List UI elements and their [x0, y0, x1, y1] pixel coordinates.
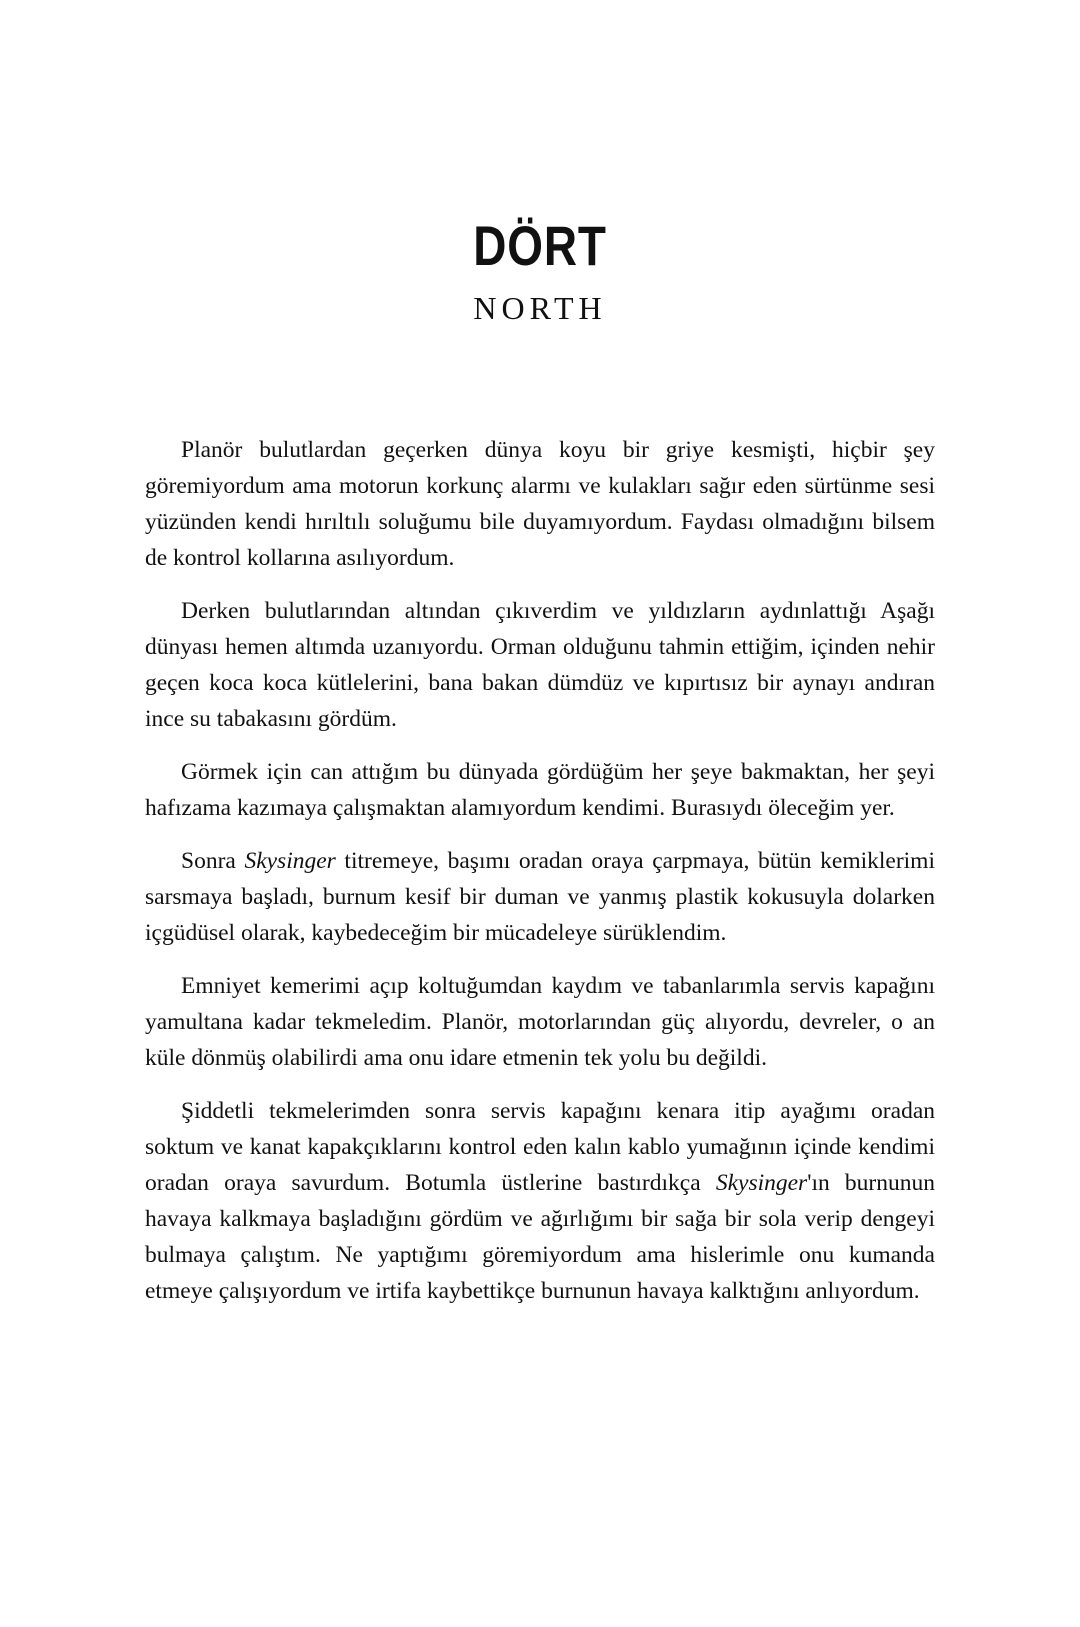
body-text: [145, 432, 935, 1326]
paragraph-text: Sonra: [181, 848, 245, 874]
paragraph: Emniyet kemerimi açıp koltuğumdan kaydım ve tabanlarımla servis kapağını yamultana kadar tekmeledim. Planör, motorlarından güç alıyordu, devreler, o an küle dönmüş olabilirdi ama onu idare etmenin tek yolu bu değildi.: [145, 973, 935, 1071]
paragraph: Planör bulutlardan geçerken dünya koyu bir griye kesmişti, hiçbir şey göremiyordum ama motorun korkunç alarmı ve kulakları sağır eden sürtünme sesi yüzünden kendi hırıltılı soluğumu bile duyamıyordum. Faydası olmadığını bilsem de kontrol kollarına asılıyordum.: [145, 437, 935, 571]
paragraph: [145, 843, 935, 951]
paragraph-text: titremeye, başımı oradan oraya çarpmaya, bütün kemiklerimi sarsmaya başladı, burnum kesif bir duman ve yanmış plastik kokusuyla dolarken içgüdüsel olarak, kaybedeceğim bir mücadeleye sürüklendim.: [145, 848, 935, 946]
paragraph: [145, 1093, 935, 1309]
paragraph: Derken bulutlarından altından çıkıverdim ve yıldızların aydınlattığı Aşağı dünyası hemen altımda uzanıyordu. Orman olduğunu tahmin ettiğim, içinden nehir geçen koca koca kütlelerini, bana bakan dümdüz ve kıpırtısız bir aynayı andıran ince su tabakasını gördüm.: [145, 598, 935, 732]
paragraph-text: Şiddetli tekmelerimden sonra servis kapağını kenara itip ayağımı oradan soktum ve kanat kapakçıklarını kontrol eden kalın kablo yumağının içinde kendimi oradan oraya savurdum. Botumla üstlerine bastırdıkça: [145, 1098, 935, 1196]
ship-name-italic: Skysinger: [244, 848, 336, 874]
chapter-number: DÖRT: [473, 214, 607, 277]
paragraph-text: 'ın burnunun havaya kalkmaya başladığını gördüm ve ağırlığımı bir sağa bir sola verip dengeyi bulmaya çalıştım. Ne yaptığımı göremiyordum ama hislerimle onu kumanda etmeye çalışıyordum ve irtifa kaybettikçe burnunun havaya kalktığını anlıyordum.: [145, 1170, 936, 1304]
chapter-subtitle: NORTH: [473, 290, 607, 326]
ship-name-italic: Skysinger: [715, 1170, 808, 1196]
paragraph: Görmek için can attığım bu dünyada gördüğüm her şeye bakmaktan, her şeyi hafızama kazımaya çalışmaktan alamıyordum kendimi. Burasıydı öleceğim yer.: [145, 759, 935, 821]
